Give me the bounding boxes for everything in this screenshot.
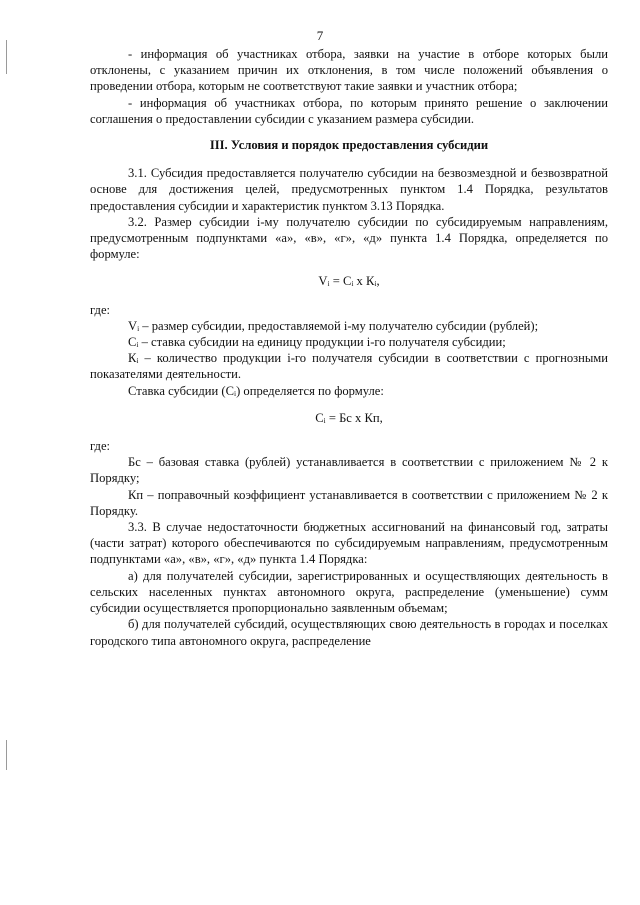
document-body: [90, 46, 608, 649]
paragraph-rejected-participants: - информация об участниках отбора, заявки на участие в отборе которых были отклонены, с указанием причин их отклонения, в том числе положений объявления о проведении отбора, которым не соответствуют такие заявки и участник отбора;: [90, 47, 608, 94]
definition-bs: Бс – базовая ставка (рублей) устанавливается в соответствии с приложением № 2 к Порядку;: [90, 455, 608, 486]
paragraph-3-3: 3.3. В случае недостаточности бюджетных ассигнований на финансовый год, затраты (части затрат) которого обеспечиваются по субсидируемым направлениям, предусмотренным подпунктами «а», «в», «г», «д» пункта 1.4 Порядка:: [90, 520, 608, 567]
definition-kp: Кп – поправочный коэффициент устанавливается в соответствии с приложением № 2 к Порядку.: [90, 487, 608, 518]
rate-intro: Ставка субсидии (Cᵢ) определяется по формуле:: [128, 383, 384, 398]
where-label: где:: [90, 439, 111, 454]
paragraph-3-1: 3.1. Субсидия предоставляется получателю субсидии на безвозмездной и безвозвратной основе для достижения целей, предусмотренных пунктом 1.4 Порядка, результатов предоставления субсидии и характеристик пунктом 3.13 Порядка.: [90, 166, 608, 213]
paragraph-approved-participants: - информация об участниках отбора, по которым принято решение о заключении соглашения о предоставлении субсидии с указанием размера субсидии.: [90, 95, 608, 126]
where-label: где:: [90, 302, 111, 317]
section-title: III. Условия и порядок предоставления субсидии: [209, 138, 489, 153]
formula-subsidy-size: Vᵢ = Cᵢ x Кᵢ,: [318, 274, 380, 289]
scan-edge-mark: [6, 740, 7, 770]
definition-ki: Кᵢ – количество продукции i-го получателя субсидии в соответствии с прогнозными показателями деятельности.: [90, 351, 608, 382]
paragraph-3-3-a: а) для получателей субсидии, зарегистрированных и осуществляющих деятельность в сельских населенных пунктах автономного округа, распределение (уменьшение) сумм субсидии осуществляется пропорционально заявленным объемам;: [90, 568, 608, 616]
definition-vi: Vᵢ – размер субсидии, предоставляемой i-му получателю субсидии (рублей);: [128, 318, 539, 333]
definition-ci: Cᵢ – ставка субсидии на единицу продукции i-го получателя субсидии;: [128, 335, 506, 350]
page-number: 7: [316, 28, 324, 43]
formula-subsidy-rate: Cᵢ = Бс x Кп,: [315, 410, 383, 425]
paragraph-3-3-b: б) для получателей субсидий, осуществляющих свою деятельность в городах и поселках городского типа автономного округа, распределение: [90, 617, 608, 648]
scan-edge-mark: [6, 40, 7, 74]
paragraph-3-2: 3.2. Размер субсидии i-му получателю субсидии по субсидируемым направлениям, предусмотренным подпунктами «а», «в», «г», «д» пункта 1.4 Порядка, определяется по формуле:: [90, 214, 608, 262]
